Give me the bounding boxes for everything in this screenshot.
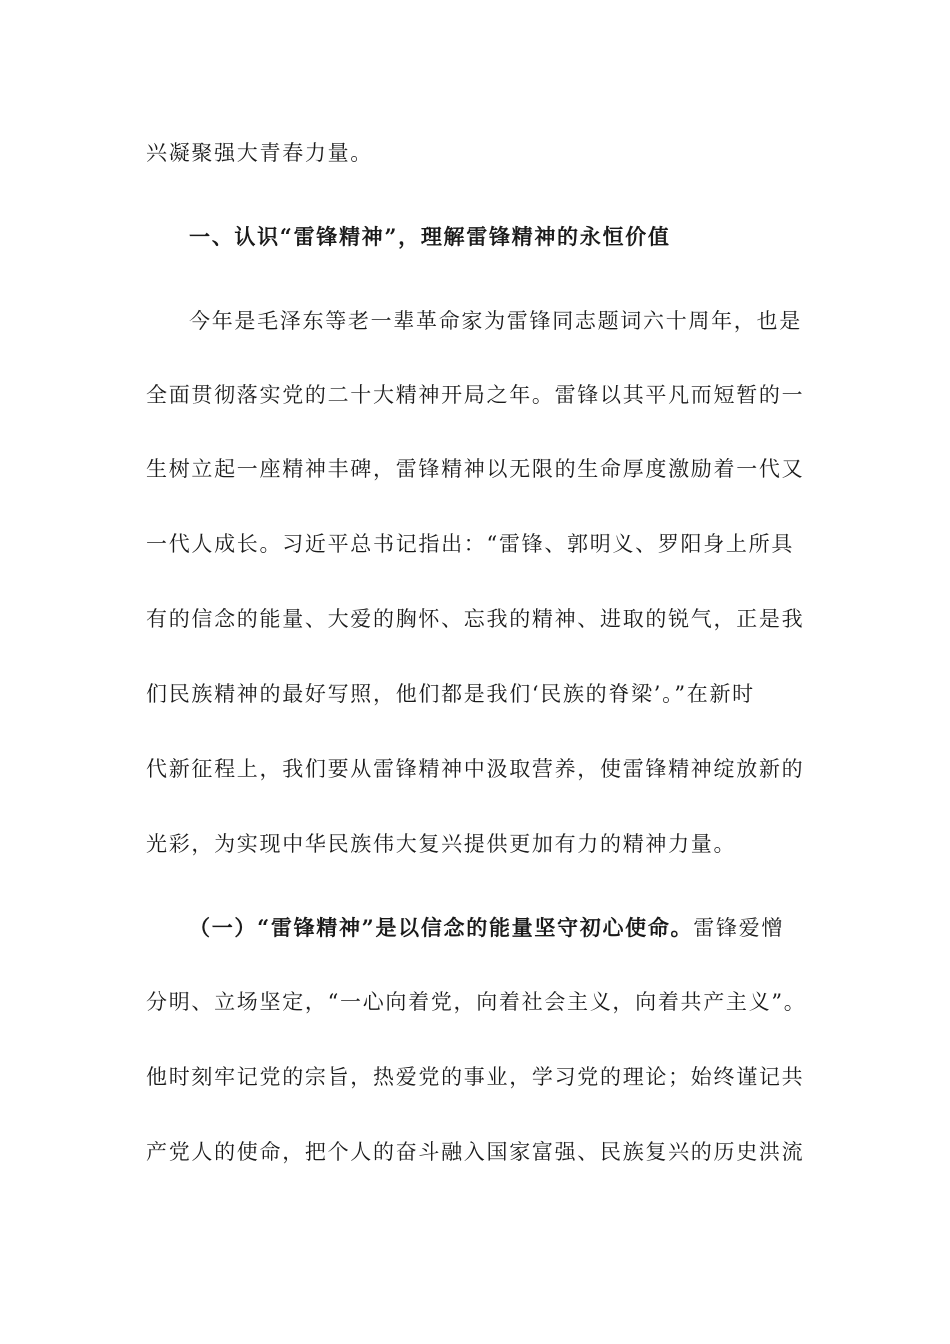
paragraph-line: 光彩，为实现中华民族伟大复兴提供更加有力的精神力量。 [146, 832, 737, 856]
paragraph-line-continuation: 兴凝聚强大青春力量。 [146, 141, 373, 165]
paragraph-line: 产党人的使命，把个人的奋斗融入国家富强、民族复兴的历史洪流 [146, 1140, 805, 1164]
paragraph-line: 他时刻牢记党的宗旨，热爱党的事业，学习党的理论；始终谨记共 [146, 1065, 805, 1089]
paragraph-line: 代新征程上，我们要从雷锋精神中汲取营养，使雷锋精神绽放新的 [146, 757, 805, 781]
paragraph-line: 们民族精神的最好写照，他们都是我们‘民族的脊梁’。”在新时 [146, 682, 755, 706]
paragraph-line: 全面贯彻落实党的二十大精神开局之年。雷锋以其平凡而短暂的一 [146, 383, 805, 407]
subsection-text-start: 雷锋爱憎 [693, 916, 785, 940]
paragraph-line: 一代人成长。习近平总书记指出：“雷锋、郭明义、罗阳身上所具 [146, 532, 795, 556]
subsection-heading-1: （一）“雷锋精神”是以信念的能量坚守初心使命。 [189, 915, 694, 940]
paragraph-line: 分明、立场坚定，“一心向着党，向着社会主义，向着共产主义”。 [146, 990, 807, 1014]
paragraph-line: 有的信念的能量、大爱的胸怀、忘我的精神、进取的锐气，正是我 [146, 607, 805, 631]
section-heading-1: 一、认识“雷锋精神”，理解雷锋精神的永恒价值 [189, 224, 671, 249]
paragraph-line: 今年是毛泽东等老一辈革命家为雷锋同志题词六十周年，也是 [189, 309, 802, 333]
subsection-line [189, 913, 784, 943]
paragraph-line: 生树立起一座精神丰碑，雷锋精神以无限的生命厚度激励着一代又 [146, 457, 805, 481]
